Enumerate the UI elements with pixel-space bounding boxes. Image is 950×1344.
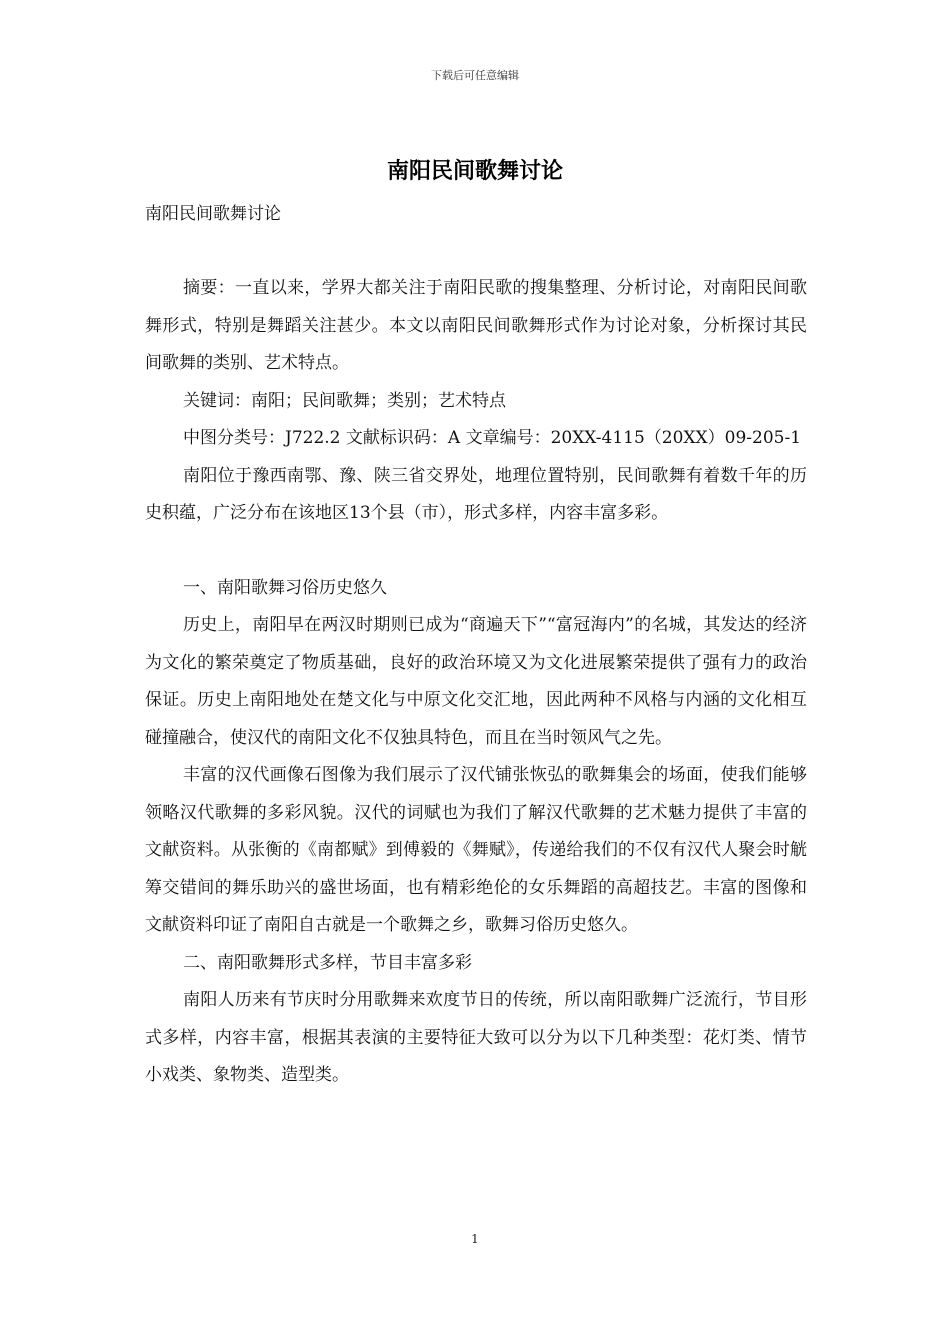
page-header: 下载后可任意编辑 <box>431 69 519 82</box>
keywords-paragraph: 关键词：南阳；民间歌舞；类别；艺术特点 <box>183 390 506 411</box>
section1-paragraph-2: 丰富的汉代画像石图像为我们展示了汉代铺张恢弘的歌舞集会的场面，使我们能够领略汉代歌舞的多彩风貌。汉代的词赋也为我们了解汉代歌舞的艺术魅力提供了丰富的文献资料。从张衡的《南都赋》到傅毅的《舞赋》，传递给我们的不仅有汉代人聚会时觥筹交错间的舞乐助兴的盛世场面，也有精彩绝伦的女乐舞蹈的高超技艺。丰富的图像和文献资料印证了南阳自古就是一个歌舞之乡，歌舞习俗历史悠久。 <box>145 765 807 935</box>
section1-paragraph-1: 历史上，南阳早在两汉时期则已成为“商遍天下”“富冠海内”的名城，其发达的经济为文化的繁荣奠定了物质基础，良好的政治环境又为文化进展繁荣提供了强有力的政治保证。历史上南阳地处在楚文化与中原文化交汇地，因此两种不风格与内涵的文化相互碰撞融合，使汉代的南阳文化不仅独具特色，而且在当时领风气之先。 <box>145 615 807 748</box>
section-heading: 一、南阳歌舞习俗历史悠久 <box>183 577 387 598</box>
abstract-paragraph: 摘要：一直以来，学界大都关注于南阳民歌的搜集整理、分析讨论，对南阳民间歌舞形式，特别是舞蹈关注甚少。本文以南阳民间歌舞形式作为讨论对象，分析探讨其民间歌舞的类别、艺术特点。 <box>145 278 807 373</box>
page-number: 1 <box>471 1232 479 1246</box>
section-heading: 二、南阳歌舞形式多样，节目丰富多彩 <box>183 952 472 973</box>
document-title: 南阳民间歌舞讨论 <box>386 158 563 184</box>
document-body <box>145 270 807 1095</box>
section2-paragraph-1: 南阳人历来有节庆时分用歌舞来欢度节日的传统，所以南阳歌舞广泛流行，节目形式多样，内容丰富，根据其表演的主要特征大致可以分为以下几种类型：花灯类、情节小戏类、象物类、造型类。 <box>145 990 807 1085</box>
intro-paragraph: 南阳位于豫西南鄂、豫、陕三省交界处，地理位置特别，民间歌舞有着数千年的历史积蕴，广泛分布在该地区13个县（市），形式多样，内容丰富多彩。 <box>145 465 807 523</box>
classification-paragraph: 中图分类号：J722.2 文献标识码：A 文章编号：20XX-4115（20XX）09-205-1 <box>183 428 802 448</box>
paragraph-spacer <box>145 533 807 570</box>
document-subtitle: 南阳民间歌舞讨论 <box>145 204 281 224</box>
